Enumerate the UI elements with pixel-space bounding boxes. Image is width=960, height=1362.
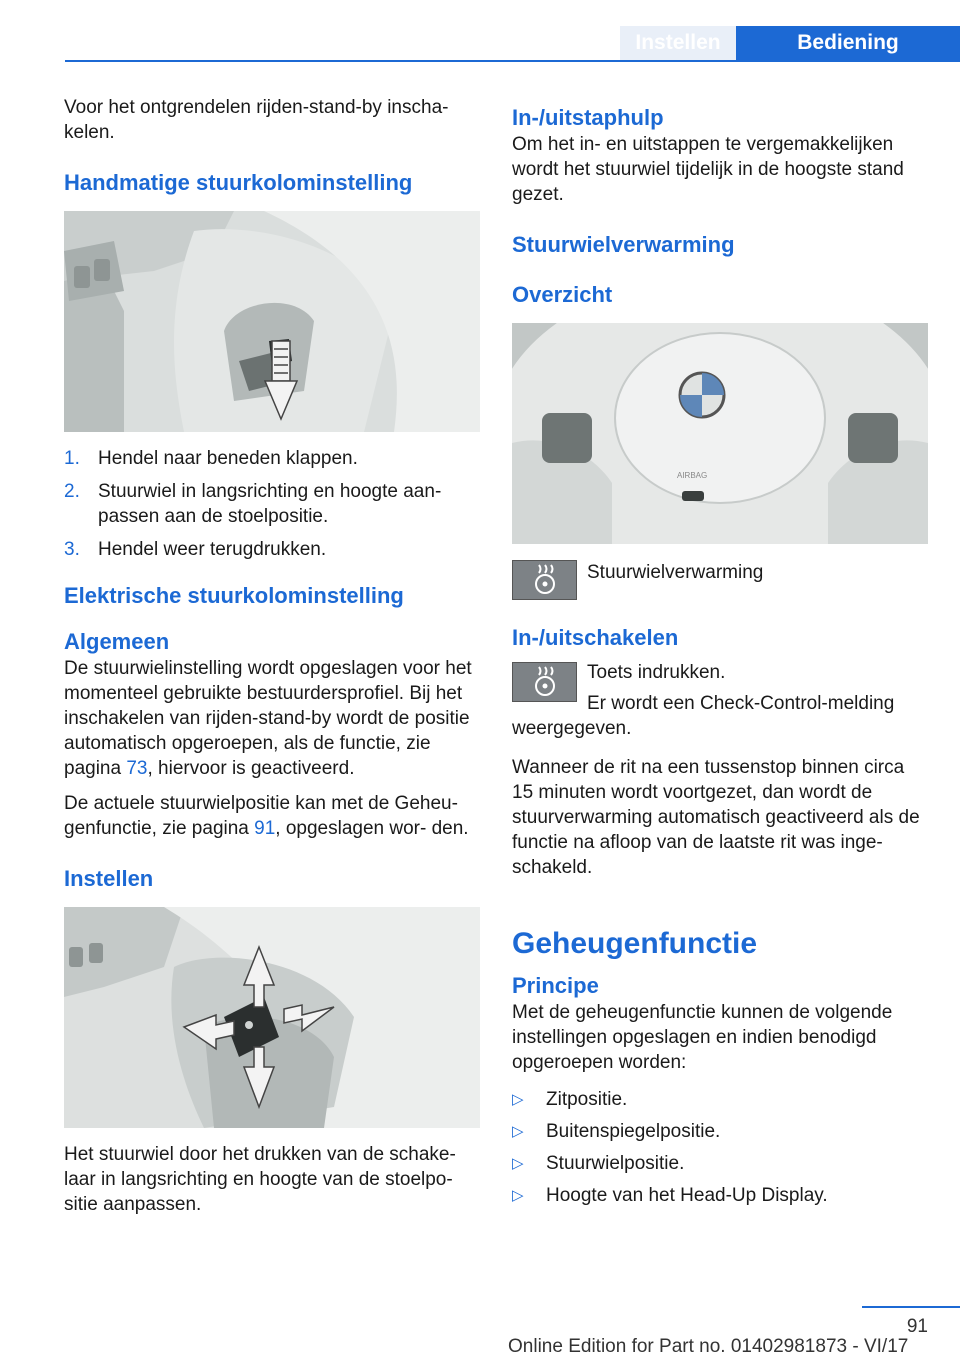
schakelaar-text: Het stuurwiel door het drukken van de schake- laar in langsrichting en hoogte van de stoelpo- sitie aanpassen. [64, 1144, 456, 1215]
header-rule [65, 60, 960, 62]
manual-lever-illustration [64, 211, 480, 432]
heading-electric-column: Elektrische stuurkolominstelling [64, 583, 404, 608]
footer-rule [862, 1306, 960, 1308]
list-item: ▷ Buitenspiegelpositie. [512, 1121, 721, 1142]
list-item: 2. Stuurwiel in langsrichting en hoogte aan- passen aan de stoelpositie. [64, 481, 442, 527]
heading-geheugenfunctie: Geheugenfunctie [512, 927, 758, 960]
algemeen-text: De stuurwielinstelling wordt opgeslagen voor het momenteel gebruikte bestuurdersprofiel. Bij het inschakelen van rijden-stand-by wordt de positie automatisch opgeroepen, als de functie, zie pagina 73, hiervoor is geactiveerd. [64, 658, 472, 779]
heading-principe: Principe [512, 973, 599, 998]
toets-text: Toets indrukken. [587, 662, 726, 683]
airbag-text: AIRBAG [677, 471, 708, 480]
steps-list [64, 446, 482, 562]
heading-instellen: Instellen [64, 866, 154, 891]
figure-steering-wheel [512, 323, 928, 544]
toets-block [512, 660, 930, 741]
electric-switch-illustration [64, 907, 480, 1128]
steering-wheel-illustration [512, 323, 928, 544]
icon-legend-row [512, 560, 930, 606]
edition-footer: Online Edition for Part no. 01402981873 - VI/17 [508, 1336, 909, 1357]
list-item: 3. Hendel weer terugdrukken. [64, 539, 327, 560]
list-item: ▷ Stuurwielpositie. [512, 1153, 685, 1174]
intro-text: Voor het ontgrendelen rijden-stand-by inscha- kelen. [64, 97, 449, 143]
heading-inuitschakelen: In-/uitschakelen [512, 625, 679, 650]
actuele-text: De actuele stuurwielpositie kan met de Geheu- genfunctie, zie pagina 91, opgeslagen wor- den. [64, 793, 469, 839]
figure-electric-switch [64, 907, 480, 1128]
right-column [512, 104, 930, 1215]
figure-manual-lever [64, 211, 480, 432]
heading-uitstaphulp: In-/uitstaphulp [512, 105, 664, 130]
principe-text: Met de geheugenfunctie kunnen de volgende instellingen opgeslagen en indien benodigd opgeroepen worden: [512, 1002, 893, 1073]
list-item: 1. Hendel naar beneden klappen. [64, 448, 358, 469]
tab-instellen[interactable]: Instellen [620, 26, 736, 60]
page-link-73[interactable]: 73 [126, 758, 148, 779]
page-link-91[interactable]: 91 [254, 818, 276, 839]
wanneer-text: Wanneer de rit na een tussenstop binnen circa 15 minuten wordt voortgezet, dan wordt de stuurverwarming automatisch geactiveerd als de functie na afloop van de laatste rit was inge- schakeld. [512, 757, 920, 878]
heading-manual-column: Handmatige stuurkolominstelling [64, 170, 413, 195]
list-item: ▷ Hoogte van het Head-Up Display. [512, 1185, 828, 1206]
uitstaphulp-text: Om het in- en uitstappen te vergemakkelijken wordt het stuurwiel tijdelijk in de hoogste stand gezet. [512, 134, 904, 205]
memory-items-list [512, 1087, 930, 1208]
icon-label: Stuurwielverwarming [587, 562, 764, 583]
heading-stuurwielverwarming: Stuurwielverwarming [512, 232, 735, 257]
heated-wheel-icon [512, 560, 577, 600]
heated-wheel-button-icon[interactable] [512, 662, 577, 702]
left-column [64, 95, 482, 1227]
check-control-text: Er wordt een Check-Control-melding weergegeven. [512, 693, 895, 739]
tab-bediening[interactable]: Bediening [736, 26, 960, 60]
heading-algemeen: Algemeen [64, 629, 170, 654]
page-number: 91 [906, 1316, 928, 1337]
heading-overzicht: Overzicht [512, 282, 613, 307]
list-item: ▷ Zitpositie. [512, 1089, 628, 1110]
